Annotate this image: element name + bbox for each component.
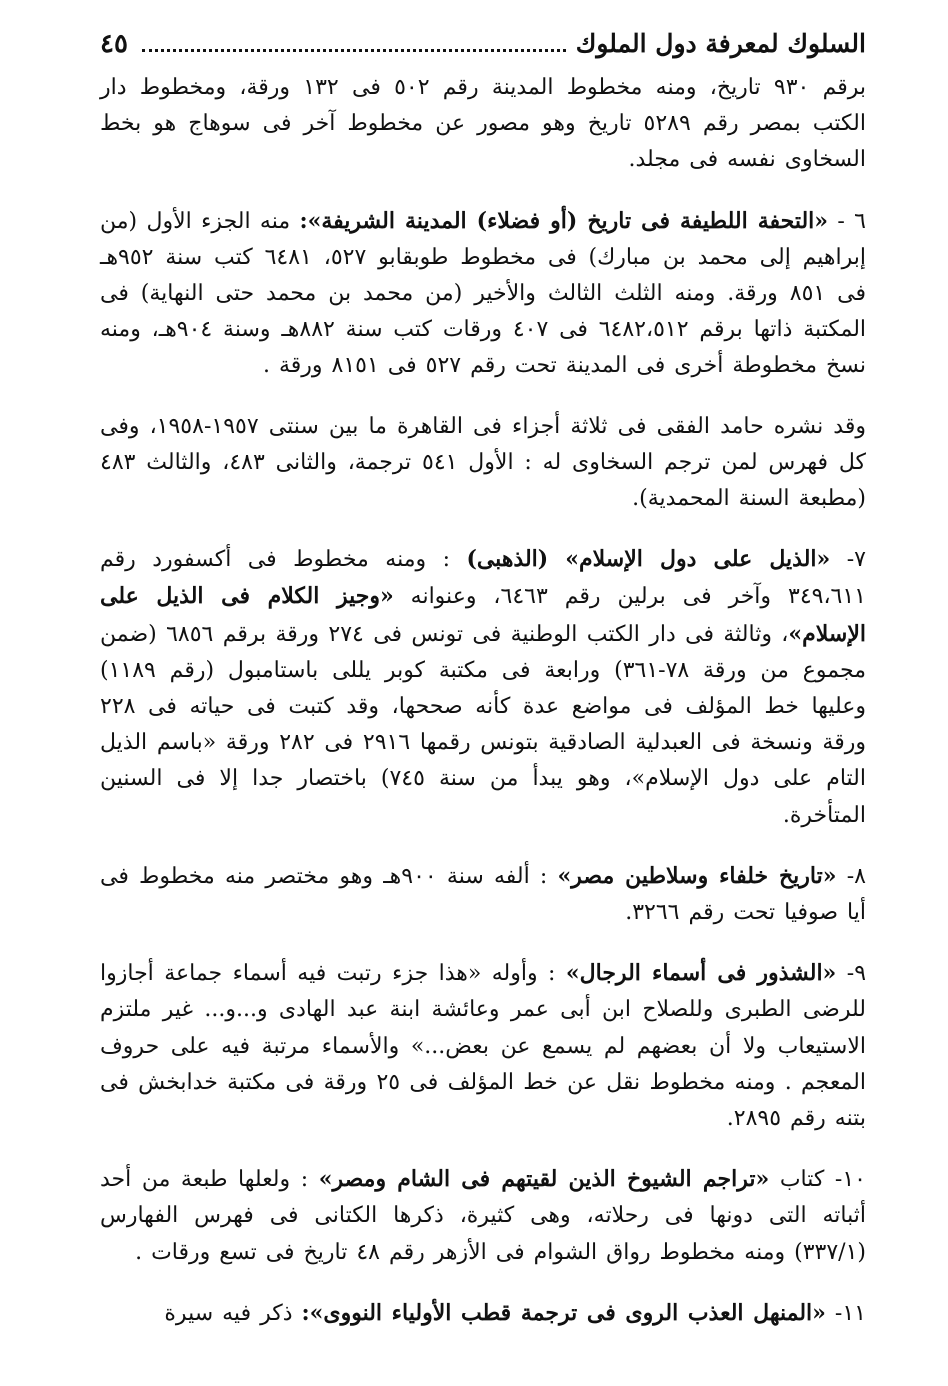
entry-alt-title: «وجيز الكلام فى الذيل على الإسلام»: [100, 583, 866, 647]
entry-title: «تراجم الشيوخ الذين لقيتهم فى الشام ومصر»: [318, 1166, 770, 1193]
paragraph-gap: [100, 385, 866, 409]
entry-text: ، وثالثة فى دار الكتب الوطنية فى تونس فى ٢٧٤ ورقة برقم ٦٨٥٦ (ضمن مجموع من ورقة ٧٨-٣٦١) ورابعة فى مكتبة كوبر يللى باستامبول (رقم ١١٨٩) وعليها خط المؤلف فى مواضع عدة كأنه صححها، وقد كتبت فى حياته فى ٢٢٨ ورقة ونسخة فى العبدلية الصادقية بتونس رقمها ٢٩١٦ فى ٢٨٢ ورقة «باسم الذيل التام على دول الإسلام»، وهو يبدأ من سنة ٧٤٥) باختصار جدا إلا فى السنين المتأخرة.: [100, 621, 866, 828]
entry-text: : وأوله «هذا جزء رتبت فيه أسماء جماعة أجازوا للرضى الطبرى وللصلاح ابن أبى عمر وعائشة ابنة عبد الهادى و...و... غير ملتزم الاستيعاب ولا أن بعضهم لم يسمع عن بعض...» والأسماء مرتبة فيه على حروف المعجم . ومنه مخطوط نقل عن خط المؤلف فى ٢٥ ورقة فى مكتبة خدابخش فى بتنه رقم ٢٨٩٥.: [100, 961, 866, 1132]
paragraph-text: وقد نشره حامد الفقى فى ثلاثة أجزاء فى القاهرة ما بين سنتى ١٩٥٧-١٩٥٨، وفى كل فهرس لمن ترجم السخاوى له : الأول ٥٤١ ترجمة، والثانى ٤٨٣، والثالث ٤٨٣ (مطبعة السنة المحمدية).: [100, 413, 866, 512]
entry-number: ٨-: [836, 863, 866, 889]
entry-8: [100, 858, 866, 931]
entry-title: «المنهل العذب الروى فى ترجمة قطب الأولياء النووى»:: [301, 1299, 826, 1326]
entry-title: «الشذور فى أسماء الرجال»: [565, 960, 837, 987]
running-title: السلوك لمعرفة دول الملوك: [575, 29, 866, 58]
page-number: ٤٥: [100, 29, 128, 59]
entry-title: «تاريخ خلفاء وسلاطين مصر»: [557, 862, 837, 889]
entry-number: ١٠- كتاب: [769, 1167, 866, 1193]
paragraph-gap: [100, 931, 866, 955]
entry-7: [100, 541, 866, 834]
entry-number: ١١-: [825, 1300, 866, 1326]
header-leader-dots: [142, 49, 566, 52]
paragraph-gap: [100, 834, 866, 858]
entry-title: «الذيل على دول الإسلام» (الذهبى): [466, 546, 831, 573]
entry-number: ٦ -: [828, 208, 866, 234]
entry-text: : ولعلها طبعة من أحد أثباته التى دونها فى رحلاته، وهى كثيرة، ذكرها الكتانى فى فهرس الفهارس (٣٣٧/١) ومنه مخطوط رواق الشوام فى الأزهر رقم ٤٨ تاريخ فى تسع ورقات .: [100, 1167, 866, 1265]
paragraph-gap: [100, 179, 866, 203]
paragraph-publication-note: [100, 409, 866, 518]
paragraph-continuation: [100, 70, 866, 179]
entry-11: [100, 1295, 866, 1332]
entry-10: [100, 1161, 866, 1271]
paragraph-gap: [100, 517, 866, 541]
entry-text: منه الجزء الأول (من إبراهيم إلى محمد بن مبارك) فى مخطوط طوبقابو ٥٢٧، ٦٤٨١ كتب سنة ٩٥٢هـ فى ٨٥١ ورقة. ومنه الثلث الثالث والأخير (من محمد بن محمد حتى النهاية) فى المكتبة ذاتها برقم ٦٤٨٢،٥١٢ فى ٤٠٧ ورقات كتب سنة ٨٨٢هـ وسنة ٩٠٤هـ، ومنه نسخ مخطوطة أخرى فى المدينة تحت رقم ٥٢٧ فى ٨١٥١ ورقة .: [100, 208, 867, 379]
entry-title: «التحفة اللطيفة فى تاريخ (أو فضلاء) المدينة الشريفة»:: [299, 207, 829, 234]
entry-number: ٧-: [830, 547, 866, 573]
entry-number: ٩-: [836, 961, 867, 987]
entry-9: [100, 955, 866, 1137]
running-header: [100, 24, 866, 64]
entry-text: : ومنه مخطوط فى أكسفورد رقم ٣٤٩،٦١١ وآخر فى برلين رقم ٦٤٦٣، وعنوانه: [100, 547, 866, 610]
paragraph-text: برقم ٩٣٠ تاريخ، ومنه مخطوط المدينة رقم ٥٠٢ فى ١٣٢ ورقة، ومخطوط دار الكتب بمصر رقم ٥٢٨٩ تاريخ وهو مصور عن مخطوط آخر فى سوهاج هو بخط السخاوى نفسه فى مجلد.: [100, 75, 867, 173]
entry-text: ذكر فيه سيرة: [164, 1300, 302, 1326]
paragraph-gap: [100, 1137, 866, 1161]
paragraph-gap: [100, 1271, 866, 1295]
entry-text: : ألفه سنة ٩٠٠هـ وهو مختصر منه مخطوط فى أيا صوفيا تحت رقم ٣٢٦٦.: [100, 863, 866, 926]
entry-6: [100, 203, 866, 385]
